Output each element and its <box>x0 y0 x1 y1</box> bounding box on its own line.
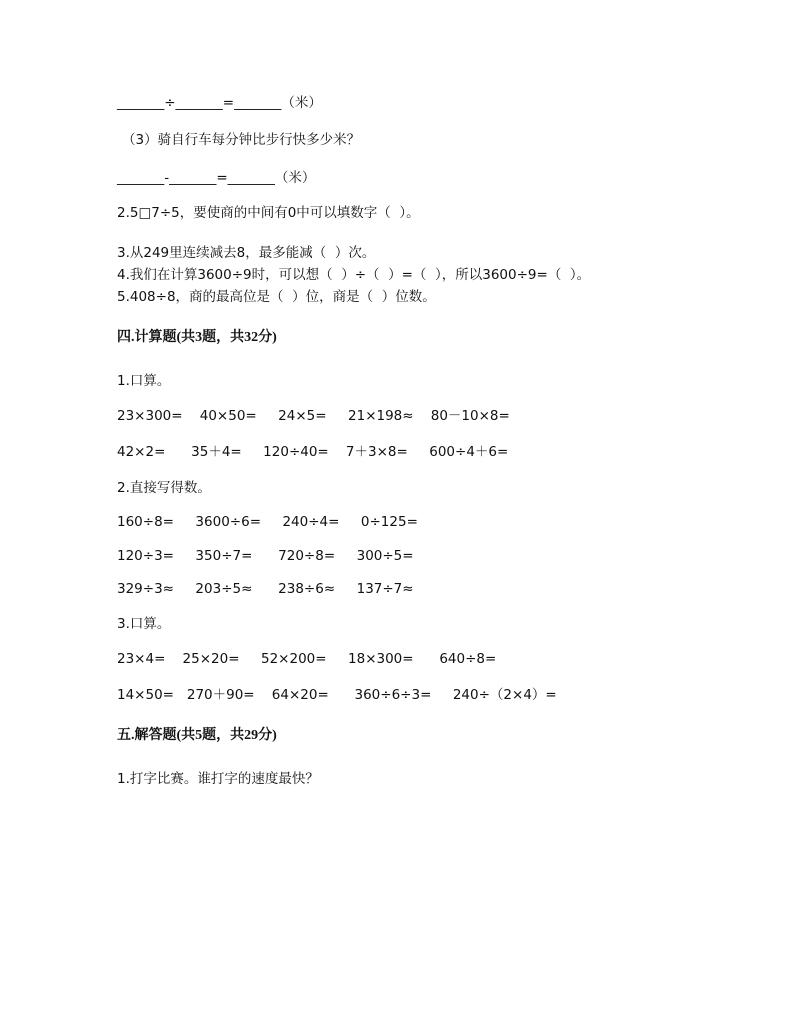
question-2-quotient-zero: 2.5□7÷5，要使商的中间有0中可以填数字（ ）。 <box>117 205 420 221</box>
calc-q2-row-1: 160÷8= 3600÷6= 240÷4= 0÷125= <box>117 514 418 530</box>
subtract-fill-line: _______-_______=_______（米） <box>117 170 316 186</box>
calc-q1-title: 1.口算。 <box>117 373 171 389</box>
calc-q1-row-1: 23×300= 40×50= 24×5= 21×198≈ 80－10×8= <box>117 408 510 424</box>
calc-q2-title: 2.直接写得数。 <box>117 480 211 496</box>
calc-q2-row-2: 120÷3= 350÷7= 720÷8= 300÷5= <box>117 548 414 564</box>
question-5-divide-408: 5.408÷8，商的最高位是（ ）位，商是（ ）位数。 <box>117 289 436 305</box>
question-3-subtract-eight: 3.从249里连续减去8，最多能减（ ）次。 <box>117 245 376 261</box>
calc-q3-row-2: 14×50= 270＋90= 64×20= 360÷6÷3= 240÷（2×4）= <box>117 687 557 703</box>
calc-q3-row-1: 23×4= 25×20= 52×200= 18×300= 640÷8= <box>117 651 497 667</box>
section-4-heading: 四.计算题(共3题，共32分) <box>117 330 277 345</box>
solve-q1-typing-contest: 1.打字比赛。谁打字的速度最快？ <box>117 771 319 787</box>
divide-fill-line: _______÷_______=_______（米） <box>117 95 322 111</box>
calc-q2-row-3: 329÷3≈ 203÷5≈ 238÷6≈ 137÷7≈ <box>117 581 414 597</box>
calc-q3-title: 3.口算。 <box>117 616 171 632</box>
calc-q1-row-2: 42×2= 35＋4= 120÷40= 7＋3×8= 600÷4＋6= <box>117 444 509 460</box>
question-4-divide-3600: 4.我们在计算3600÷9时，可以想（ ）÷（ ）=（ ），所以3600÷9=（ ）。 <box>117 267 591 283</box>
section-5-heading: 五.解答题(共5题，共29分) <box>117 728 277 743</box>
question-3-bike-vs-walk: （3）骑自行车每分钟比步行快多少米？ <box>122 132 361 148</box>
